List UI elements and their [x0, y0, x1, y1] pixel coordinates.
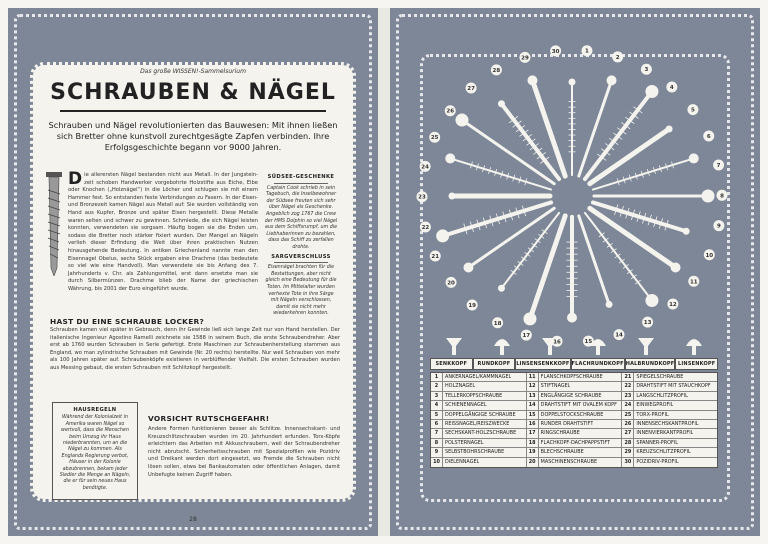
profile-number-label: 6: [706, 133, 711, 140]
table-row: [431, 382, 717, 391]
key-number: 8: [431, 439, 443, 447]
profile-number: [467, 299, 478, 310]
key-label: DRAHTSTIFT MIT OVALEM KOPF: [540, 402, 617, 409]
screw-illustration-icon: [42, 172, 66, 276]
profile-number-label: 23: [418, 194, 426, 201]
table-row: [431, 411, 717, 420]
profile-number: [713, 159, 724, 170]
profile-number-label: 20: [447, 280, 455, 287]
key-number: 4: [431, 401, 443, 409]
key-cell: [622, 392, 717, 400]
key-cell: [431, 448, 527, 456]
key-label: HOLZNAGEL: [445, 383, 476, 390]
profile-number: [420, 222, 431, 233]
key-number: 16: [527, 420, 539, 428]
intro-text: Schrauben und Nägel revolutionierten das Bauwesen: Mit ihnen ließen sich Bretter ohne kunstvoll zurechtgesägte Zapfen verbinden. Ihre Erfolgsgeschichte begann vor 9000 Jahren.: [48, 120, 338, 152]
head-type-halbrundkopf: HALBRUNDKOPF: [625, 358, 676, 370]
key-number: 17: [527, 429, 539, 437]
profile-number: [704, 249, 715, 260]
profile-number-label: 10: [705, 252, 714, 259]
title-underline: [60, 110, 326, 112]
profile-number-label: 12: [669, 302, 677, 309]
key-number: 29: [622, 448, 634, 456]
key-cell: [622, 382, 717, 390]
head-type-linsensenkkopf: LINSENSENKKOPF: [515, 358, 570, 370]
profile-number-label: 18: [493, 320, 502, 327]
profile-number-label: 16: [553, 339, 561, 346]
profile-number-label: 17: [522, 333, 531, 340]
key-label: KREUZSCHLITZPROFIL: [636, 449, 691, 456]
key-label: FLANSCHKOPFSCHRAUBE: [540, 374, 603, 380]
profile-number-label: 1: [585, 48, 589, 55]
profile-number: [550, 45, 561, 56]
key-label: SPIEGELSCHRAUBE: [636, 374, 684, 380]
key-label: POLSTERNAGEL: [445, 439, 484, 446]
key-number: 5: [431, 411, 443, 419]
key-number: 25: [622, 411, 634, 419]
box-heading: HAUSREGELN: [73, 407, 117, 413]
key-number: 3: [431, 392, 443, 400]
key-cell: [527, 429, 623, 437]
key-label: INNENSECHSKANTPROFIL: [636, 420, 699, 427]
key-number: 24: [622, 401, 634, 409]
fastener-item: [579, 216, 612, 308]
key-number: 15: [527, 411, 539, 419]
table-row: [431, 429, 717, 438]
fastener-item: [567, 217, 578, 322]
profile-number-label: 14: [615, 332, 623, 339]
profile-number: [521, 330, 532, 341]
key-label: RUNDER DRAHTSTIFT: [540, 420, 594, 427]
key-cell: [527, 411, 623, 419]
profile-number-label: 5: [691, 107, 695, 114]
table-row: [431, 420, 717, 429]
sidebar-text-sarg: Eisennägel brachten für die Bestattungen, aber nicht gleich eine Bedeutung für die Toten. Im Mittelalter wurden verhexte Tote in ihre Särge mit Nägeln verschlossen, damit sie nicht mehr wiederkehren konnten.: [265, 265, 337, 317]
profile-number-label: 3: [644, 67, 649, 74]
profile-number: [667, 299, 678, 310]
table-row: [431, 392, 717, 401]
key-number: 10: [431, 458, 443, 467]
profile-number-label: 15: [584, 339, 593, 346]
key-number: 21: [622, 373, 634, 381]
profile-number: [641, 64, 652, 75]
key-number: 19: [527, 448, 539, 456]
key-label: TELLERKOPFSCHRAUBE: [445, 392, 503, 399]
fastener-item: [456, 114, 554, 184]
key-label: EINWEGPROFIL: [636, 402, 674, 409]
key-cell: [431, 382, 527, 390]
profile-number-label: 22: [421, 225, 430, 232]
table-row: [431, 373, 717, 382]
key-cell: [527, 382, 623, 390]
key-label: ENGLÄNGIGE SCHRAUBE: [540, 392, 602, 399]
key-cell: [622, 373, 717, 381]
profile-number: [666, 82, 677, 93]
key-cell: [431, 429, 527, 437]
body-text-profiles: Andere Formen funktionieren besser als Schlitze. Innensechskant- und Kreuzschlitzschrauben wurden im 20. Jahrhundert erfunden. Torx-Köpfe erleichtern das Arbeiten mit Akkuschraubern, weil der Schraubendreher nicht abrutscht. Sicherheitsschrauben mit Spezialprofilen wie Pozidriv und Dreikant werden dort eingesetzt, wo Fremde die Schrauben nicht lösen sollen, etwa bei Bankautomaten oder öffentlichen Anlagen, damit Unbefugte keinen Zugriff haben.: [148, 426, 340, 478]
screw-head-icon: [686, 339, 702, 355]
profile-number-label: 4: [669, 85, 674, 92]
key-number: 22: [622, 382, 634, 390]
fastener-item: [585, 85, 658, 179]
key-cell: [622, 458, 717, 467]
head-type-flachrundkopf: FLACHRUNDKOPF: [571, 358, 625, 370]
key-label: RINGSCHRAUBE: [540, 430, 580, 437]
drop-cap: D: [68, 169, 83, 189]
page-title: SCHRAUBEN & NÄGEL: [50, 80, 336, 105]
screw-head-icon: [494, 339, 510, 355]
fastener-item: [594, 190, 714, 202]
key-label: LANGSCHLITZPROFIL: [636, 392, 688, 399]
key-cell: [431, 392, 527, 400]
profile-number-label: 28: [492, 67, 501, 74]
profile-number: [492, 317, 503, 328]
key-number: 12: [527, 382, 539, 390]
table-row: [431, 448, 717, 457]
key-number: 6: [431, 420, 443, 428]
key-cell: [527, 373, 623, 381]
fastener-item: [464, 208, 554, 272]
key-number: 14: [527, 401, 539, 409]
key-number: 27: [622, 429, 634, 437]
fastener-item: [569, 79, 576, 175]
table-row: [431, 401, 717, 410]
body-text-history: [68, 169, 258, 294]
key-cell: [527, 401, 623, 409]
sidebar-notes: [264, 172, 338, 318]
key-label: SPANNER-PROFIL: [636, 439, 678, 446]
divider: [274, 262, 328, 263]
profile-number: [445, 105, 456, 116]
series-title: Das große WISSEN!-Sammelsurium: [140, 68, 246, 75]
key-label: STIFTNAGEL: [540, 383, 571, 390]
profile-number: [583, 336, 594, 347]
profile-number-label: 2: [615, 54, 620, 61]
screw-head-icon: [446, 338, 462, 355]
profile-number: [581, 45, 592, 56]
profile-number: [466, 82, 477, 93]
profile-number-label: 30: [551, 48, 560, 55]
key-label: BLECHSCHRAUBE: [540, 449, 584, 456]
key-label: REISSNAGEL/REISZWECKE: [445, 420, 510, 427]
section-heading-schraube: HAST DU EINE SCHRAUBE LOCKER?: [50, 317, 205, 326]
key-cell: [622, 411, 717, 419]
profile-number-label: 27: [467, 85, 475, 92]
key-cell: [622, 439, 717, 447]
hausregeln-box: [52, 402, 138, 500]
profile-number-label: 8: [720, 193, 724, 200]
profile-number: [716, 190, 727, 201]
key-label: DOPPELGÄNGIGE SCHRAUBE: [445, 411, 516, 418]
key-cell: [527, 448, 623, 456]
profile-number: [642, 317, 653, 328]
key-number: 18: [527, 439, 539, 447]
sidebar-heading-sarg: SARGVERSCHLUSS: [271, 253, 331, 260]
key-label: DRAHTSTIFT MIT STAUCHKOPF: [636, 383, 711, 390]
profile-number: [417, 191, 428, 202]
key-cell: [431, 411, 527, 419]
table-row: [431, 439, 717, 448]
profile-number: [519, 52, 530, 63]
profile-number-label: 19: [468, 302, 476, 309]
key-cell: [622, 429, 717, 437]
key-number: 11: [527, 373, 539, 381]
key-label: TORX-PROFIL: [636, 411, 669, 418]
profile-number: [612, 51, 623, 62]
profile-number: [614, 329, 625, 340]
key-number: 1: [431, 373, 443, 381]
key-number: 23: [622, 392, 634, 400]
profile-number: [429, 132, 440, 143]
profile-number: [688, 276, 699, 287]
key-number: 30: [622, 458, 634, 467]
profile-number: [552, 336, 563, 347]
key-cell: [527, 392, 623, 400]
key-number: 26: [622, 420, 634, 428]
head-type-senkkopf: SENKKOPF: [430, 358, 473, 370]
key-number: 28: [622, 439, 634, 447]
profile-number-label: 7: [716, 162, 721, 169]
profile-number-label: 9: [716, 223, 721, 230]
key-cell: [622, 401, 717, 409]
divider: [274, 183, 328, 184]
box-text: Während der Kolonialzeit in Amerika waren Nägel so wertvoll, dass die Menschen beim Umzug ihr Haus niederbrannten, um an die Nägel zu kommen. Als Englands Regierung verbot, Häuser in der Kolonie abzubrennen, bekam jeder Siedler die Menge an Nägeln, die er für sein neues Haus benötigte.: [59, 415, 131, 491]
profile-number: [420, 161, 431, 172]
profile-number: [446, 277, 457, 288]
key-label: SELBSTBOHRSCHRAUBE: [445, 449, 505, 456]
body-text-history-content: ie allerersten Nägel bestanden nicht aus Metall. In der Jungsteinzeit schoben Handwerker vorgebohrte Holzstifte aus Eiche, Eibe oder Knochen („Holznägel“) in die Löcher und schlugen sie mit einem Hammer fest. So entstanden feste Verbindungen zu Fasern. In der Eisen- und Bronzezeit kamen Nägel aus Metall auf: Sie wurden vollständig von Hand aus Kupfer, Bronze und später Eisen hergestellt. Diese Metalle waren selten und schwer zu gewinnen. Schmiede, die sich Nägel leisten konnten, verwendeten sie sorgsam. Häufig bogen sie die Enden um, sodass die Bretter noch stärker fixiert wurden. Der Mangel an Nägeln verlieh dieser Erfindung die Weit über ihren praktischen Nutzen hinausgehende Bedeutung. In antiken Griechenland nannte man den Eisennagel Obelus, sechs Stück ergaben eine Drachme (das bedeutete so viel wie eine Handvoll). Man verwendete sie bis Anfang des 7. Jahrhunderts v. Chr. als Zahlungsmittel, erst dann ersetzte man sie durch Silbermünzen. Drachme blieb der Name der griechischen Währung, bis 2001 der Euro eingeführt wurde.: [68, 172, 258, 292]
key-label: FLACHKOPF-DACHPAPPSTIFT: [540, 439, 611, 446]
table-row: [431, 458, 717, 467]
key-cell: [527, 458, 623, 467]
key-cell: [527, 420, 623, 428]
fastener-item: [449, 193, 550, 199]
body-text-screws: Schrauben kamen viel später in Gebrauch, denn ihr Gewinde ließ sich lange Zeit nur von Hand herstellen. Der italienische Ingenieur Agostino Ramelli zeichnete sie 1588 in seinem Buch, die erste Schraubendreher. Aber erst ab 1760 wurden Schrauben in Serie gefertigt. Erste Maschinen zur Schraubenherstellung stammen aus England, wo man zylindrische Schrauben mit Gewinde (Nr. 20 rechts) herstellte. Nur weil Schrauben von mehr als 100 Jahren später auf. Schraubenköpfe existieren in verblüffender Vielfalt. Die ersten Schrauben wurden aus Messing gebaut, die ersten Schrauben mit Schlitzkopf hergestellt.: [50, 327, 340, 371]
key-cell: [622, 420, 717, 428]
key-number: 20: [527, 458, 539, 467]
key-number: 9: [431, 448, 443, 456]
key-cell: [431, 373, 527, 381]
profile-number-label: 29: [521, 55, 529, 62]
profile-number: [430, 251, 441, 262]
key-label: INNENVIERKANTPROFIL: [636, 430, 694, 437]
profile-number-label: 13: [643, 320, 652, 327]
profile-number: [703, 130, 714, 141]
section-heading-rutsch: VORSICHT RUTSCHGEFAHR!: [148, 414, 270, 423]
key-cell: [622, 448, 717, 456]
key-number: 7: [431, 429, 443, 437]
key-cell: [431, 458, 527, 467]
profile-number-label: 26: [446, 108, 455, 115]
key-label: ANKERNAGEL/KAMMNAGEL: [445, 374, 512, 380]
sidebar-text-suedsee: Captain Cook schrieb in sein Tagebuch, die Inselbewohner der Südsee freuten sich sehr über Nägel als Geschenke. Angeblich zog 1767 die Crew der HMS Dolphin so viel Nägel aus dem Schiffsrumpf, um die Liebhaberinnen zu bezahlen, dass das Schiff zu zerfallen drohte.: [264, 185, 338, 250]
key-number: 2: [431, 382, 443, 390]
profile-number: [491, 64, 502, 75]
fastener-item: [590, 208, 680, 272]
key-table: [430, 372, 718, 468]
head-type-rundkopf: RUNDKOPF: [473, 358, 516, 370]
key-number: 13: [527, 392, 539, 400]
gutter: [378, 8, 390, 536]
key-cell: [527, 439, 623, 447]
left-page: [8, 8, 378, 536]
page-number: 28: [189, 516, 197, 523]
fastener-item: [585, 213, 658, 307]
key-label: SCHIENENNAGEL: [445, 402, 487, 409]
key-label: SECHSKANT-HOLZSCHRAUBE: [445, 430, 517, 437]
profile-number: [713, 220, 724, 231]
key-label: POZIDRIV-PROFIL: [636, 458, 679, 465]
head-type-linsenkopf: LINSENKOPF: [675, 358, 718, 370]
screw-head-icon: [638, 338, 654, 355]
profile-number-label: 25: [430, 135, 439, 142]
profile-number-label: 24: [421, 164, 429, 171]
sidebar-heading-suedsee: SÜDSEE-GESCHENKE: [267, 174, 335, 180]
profile-number-label: 21: [431, 254, 440, 261]
profile-number-label: 11: [689, 279, 698, 286]
key-cell: [431, 401, 527, 409]
key-label: DIELENNAGEL: [445, 458, 480, 465]
key-label: DOPPELSTOCKSCHRAUBE: [540, 411, 604, 418]
right-page: [390, 8, 760, 536]
head-type-legend: [430, 358, 718, 370]
key-label: MASCHINENSCHRAUBE: [540, 458, 598, 465]
profile-number: [687, 104, 698, 115]
key-cell: [431, 420, 527, 428]
key-cell: [431, 439, 527, 447]
